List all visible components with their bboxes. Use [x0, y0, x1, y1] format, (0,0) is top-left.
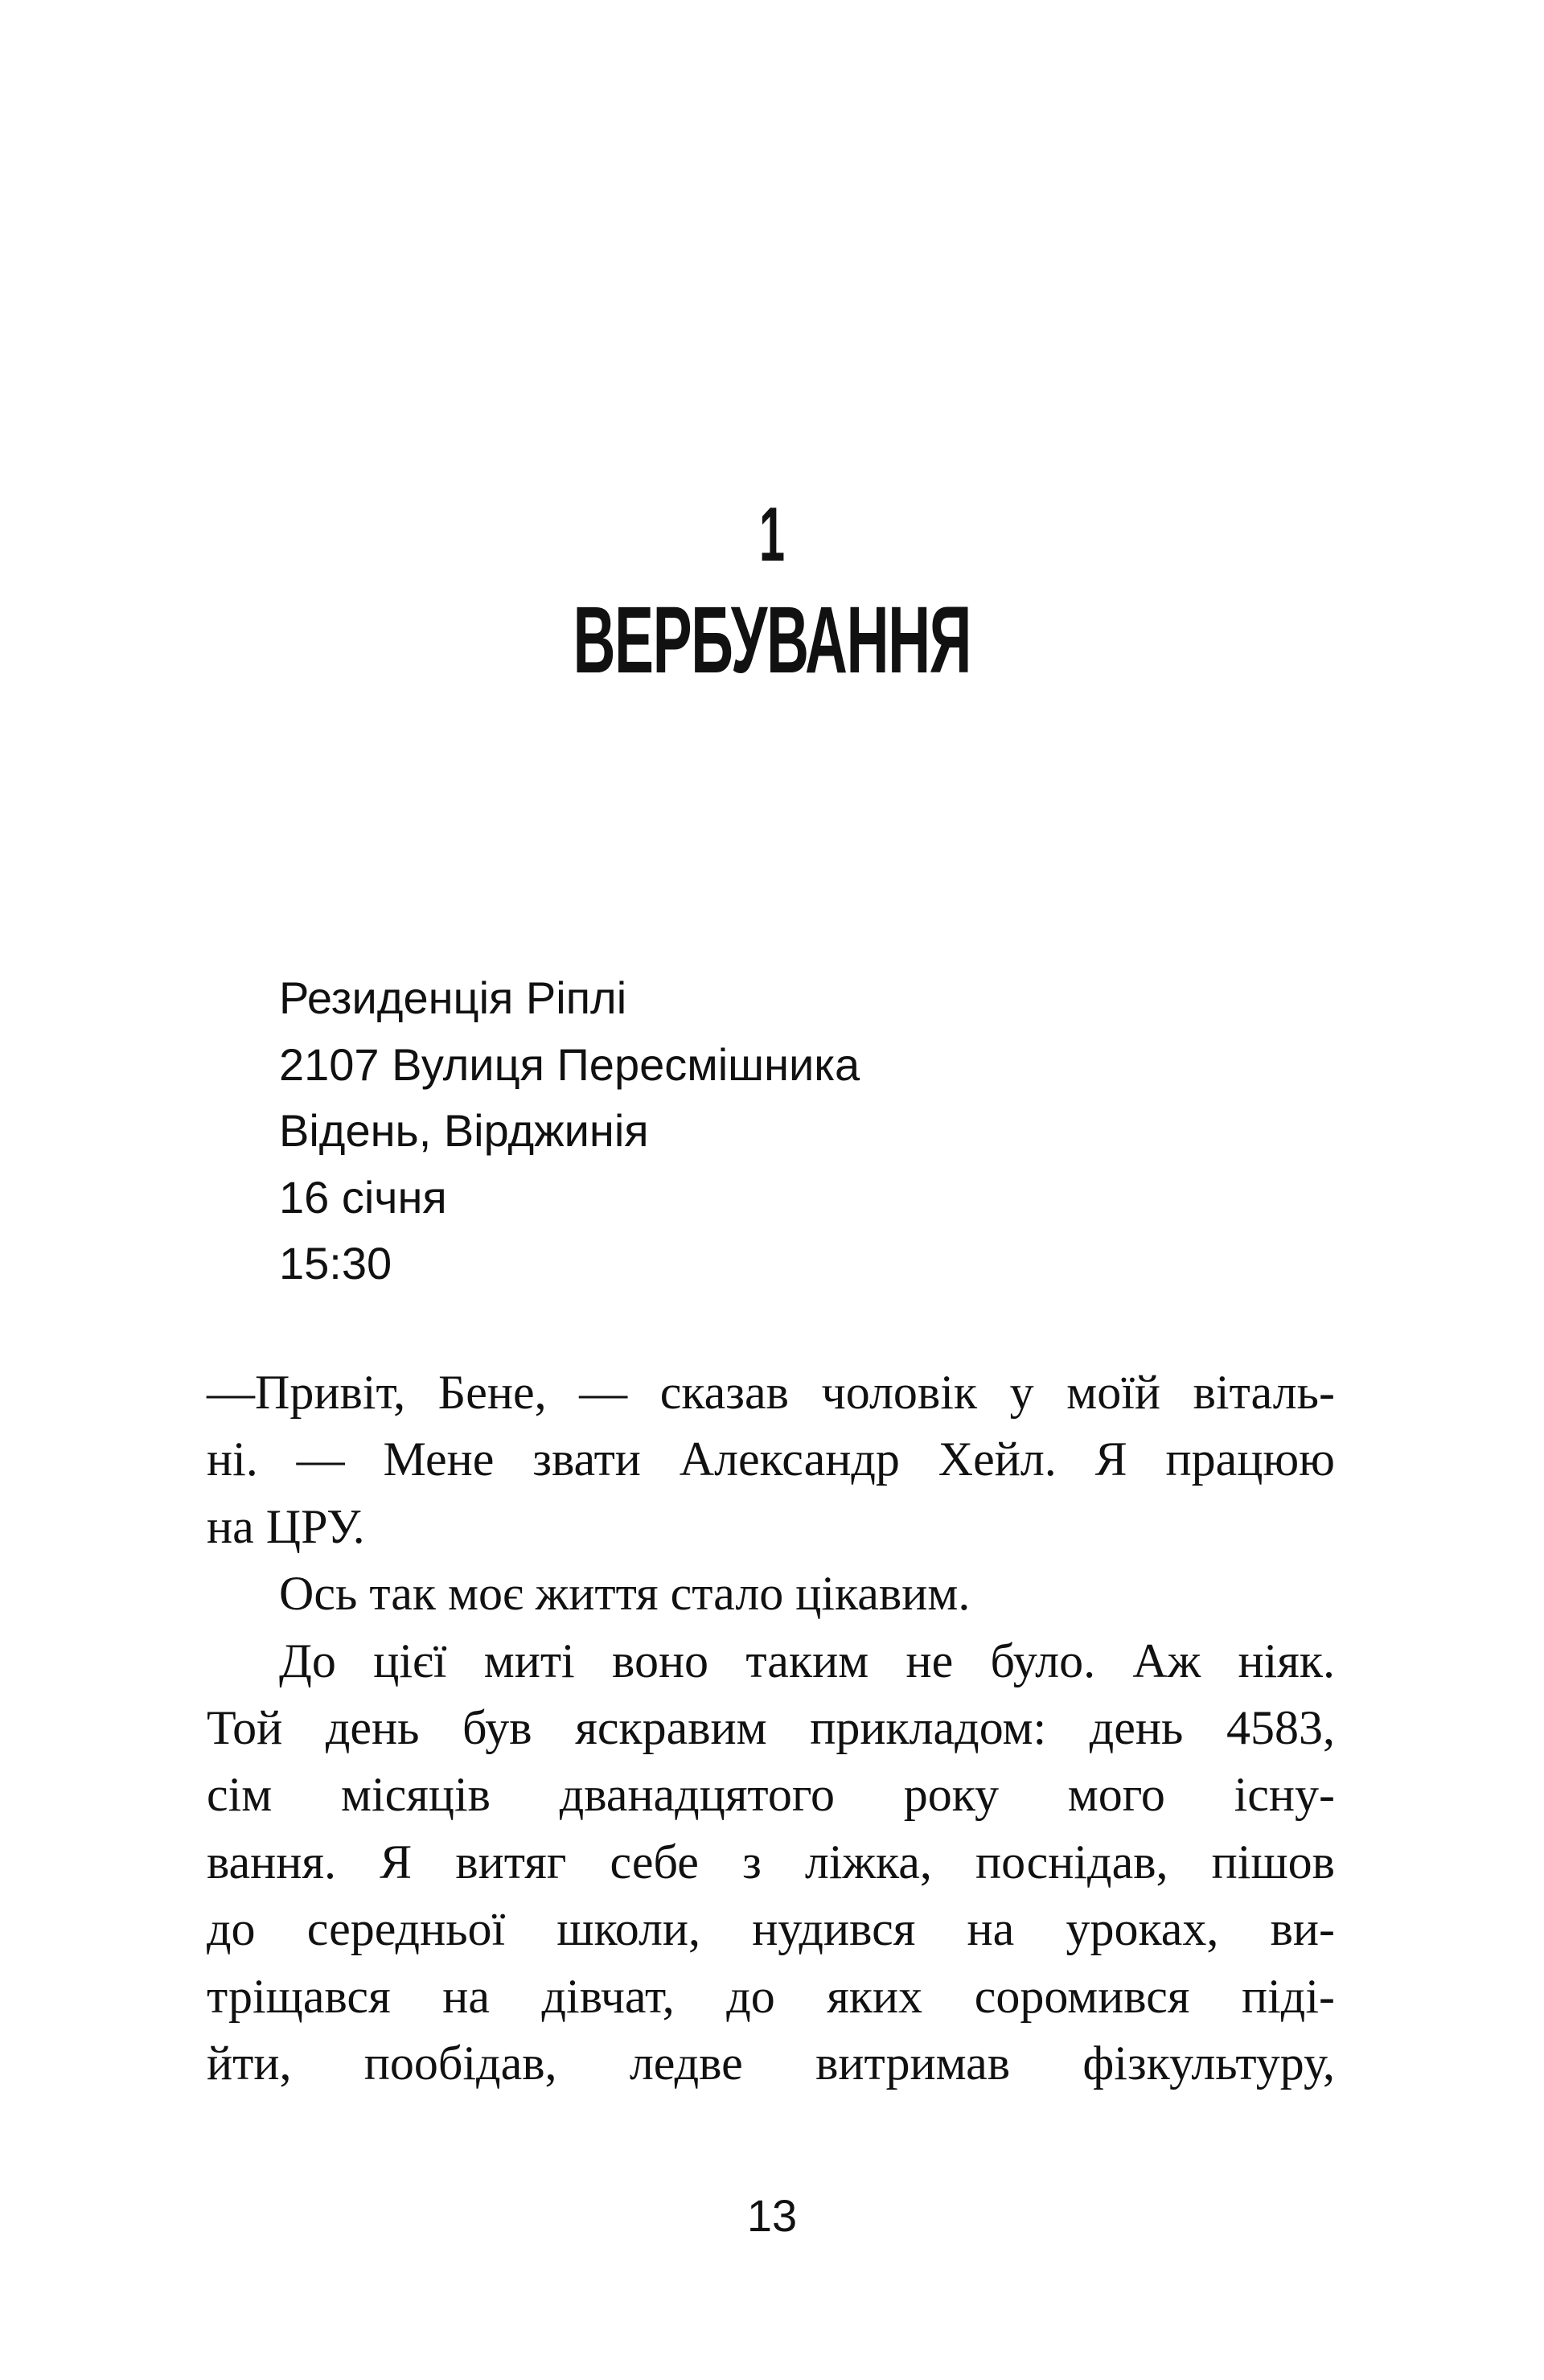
- dateline-street: 2107 Вулиця Пересмішника: [279, 1038, 860, 1090]
- text-line: Ось так моє життя стало цікавим.: [279, 1567, 971, 1621]
- text-line: сім місяців дванадцятого року мого існу-: [207, 1768, 1335, 1822]
- chapter-title: [0, 586, 1544, 695]
- text-line: До цієї миті воно таким не було. Аж ніяк.: [279, 1634, 1335, 1687]
- dateline-time: 15:30: [279, 1238, 392, 1289]
- chapter-number: 1: [758, 491, 786, 578]
- text-line: тріщався на дівчат, до яких соромився піді-: [207, 1969, 1335, 2023]
- dateline-block: [279, 965, 860, 1297]
- text-line: йти, пообідав, ледве витримав фізкультуру,: [207, 2037, 1335, 2090]
- text-line: ні. — Мене звати Александр Хейл. Я працюю: [207, 1433, 1335, 1486]
- body-text: [207, 1359, 1335, 2097]
- text-line: —Привіт, Бене, — сказав чоловік у моїй віталь-: [207, 1366, 1335, 1419]
- chapter-title-text: ВЕРБУВАННЯ: [573, 587, 971, 693]
- dateline-date: 16 січня: [279, 1171, 447, 1223]
- text-line: Той день був яскравим прикладом: день 4583,: [207, 1701, 1335, 1755]
- text-line: до середньої школи, нудився на уроках, ви-: [207, 1902, 1335, 1956]
- text-line: на ЦРУ.: [207, 1499, 365, 1553]
- dateline-location: Резиденція Ріплі: [279, 972, 627, 1023]
- dateline-city: Відень, Вірджинія: [279, 1105, 649, 1156]
- text-line: вання. Я витяг себе з ліжка, поснідав, пішов: [207, 1835, 1335, 1889]
- page-number: 13: [746, 2190, 798, 2241]
